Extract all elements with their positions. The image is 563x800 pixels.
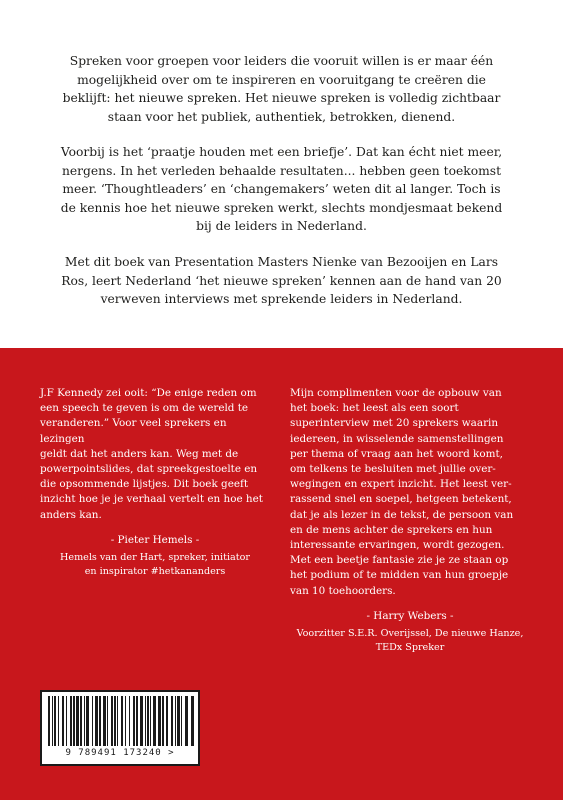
barcode-bar — [145, 696, 146, 746]
barcode-bar — [80, 696, 82, 746]
endorser-name: - Harry Webers - — [366, 609, 454, 622]
blurb-paragraph-1: Spreken voor groepen voor leiders die vooruit willen is er maar één mogelijkheid over om te inspireren en vooruitgang te creëren die beklijft: het nieuwe spreken. Het nieuwe spreken is volledig zichtbaar staan voor het publiek, authentiek, betrokken, dienend. — [62, 54, 501, 124]
barcode-bar — [95, 696, 98, 746]
barcode-bar — [129, 696, 130, 746]
blurb-section — [0, 0, 563, 348]
barcode-bar — [185, 696, 188, 746]
endorser-role: Voorzitter S.E.R. Overijssel, De nieuwe Hanze, TEDx Spreker — [296, 627, 524, 653]
barcode-bar — [92, 696, 93, 746]
barcode-bar — [162, 696, 164, 746]
barcode-bars — [48, 696, 196, 746]
barcode-bar — [54, 696, 56, 746]
barcode-bar — [103, 696, 106, 746]
barcode-bar — [70, 696, 72, 746]
barcode-bar — [140, 696, 143, 746]
barcode-bar — [52, 696, 53, 746]
barcode-bar — [111, 696, 113, 746]
barcode-bar — [158, 696, 161, 746]
isbn-number: 9 789491 173240 > — [65, 748, 175, 758]
barcode-bar — [133, 696, 135, 746]
barcode-bar — [107, 696, 108, 746]
barcode-bar — [166, 696, 168, 746]
blurb-paragraph-3: Met dit boek van Presentation Masters Nienke van Bezooijen en Lars Ros, leert Nederland ‘het nieuwe spreken’ kennen aan de hand van 20 verweven interviews met sprekende leiders in Nederland. — [61, 255, 502, 307]
barcode-bar — [62, 696, 64, 746]
barcode-bar — [114, 696, 116, 746]
barcode-bar — [84, 696, 85, 746]
barcode-bar — [171, 696, 173, 746]
endorser-role: Hemels van der Hart, spreker, initiator en inspirator #hetkananders — [60, 551, 250, 577]
blurb-paragraph-2: Voorbij is het ‘praatje houden met een briefje’. Dat kan écht niet meer, nergens. In het verleden behaalde resultaten... hebben geen toekomst meer. ‘Thoughtleaders’ en ‘changemakers’ weten dit al langer. Toch is de kennis hoe het nieuwe spreken werkt, slechts mondjesmaat bekend bij de leiders in Nederland. — [60, 145, 503, 234]
barcode-bar — [177, 696, 180, 746]
barcode-bar — [76, 696, 79, 746]
barcode-bar — [175, 696, 176, 746]
barcode-bar — [48, 696, 50, 746]
endorsement-right — [290, 386, 530, 655]
barcode-bar — [153, 696, 156, 746]
barcode-bar — [147, 696, 149, 746]
barcode-bar — [121, 696, 123, 746]
endorsement-quote: J.F Kennedy zei ooit: “De enige reden om een speech te geven is om de wereld te veranderen.” Voor veel sprekers en lezingen geldt dat het anders kan. Weg met de powerpointslides, dat spreekgestoelte en die opsommende lijstjes. Dit boek geeft inzicht hoe je je verhaal vertelt en hoe het anders kan. — [40, 387, 263, 521]
endorsement-quote: Mijn complimenten voor de opbouw van het boek: het leest als een soort superinterview met 20 sprekers waarin iedereen, in wisselende samenstellingen per thema of vraag aan het woord komt, om telkens te besluiten met jullie over- wegingen en expert inzicht. Het leest ver- rassend snel en soepel, hetgeen betekent, dat je als lezer in de tekst, de persoon van en de mens achter de sprekers en hun interessante ervaringen, wordt gezogen. Met een beetje fantasie zie je ze staan op het podium of te midden van hun groepje van 10 toehoorders. — [290, 387, 514, 597]
barcode-bar — [99, 696, 101, 746]
barcode-bar — [125, 696, 126, 746]
barcode — [40, 690, 200, 766]
barcode-bar — [66, 696, 67, 746]
barcode-bar — [181, 696, 182, 746]
barcode-bar — [58, 696, 59, 746]
barcode-bar — [191, 696, 194, 746]
barcode-bar — [136, 696, 138, 746]
barcode-bar — [86, 696, 89, 746]
barcode-bar — [117, 696, 118, 746]
endorsement-left — [40, 386, 270, 579]
barcode-bar — [73, 696, 75, 746]
barcode-bar — [150, 696, 151, 746]
endorser-name: - Pieter Hemels - — [110, 533, 200, 546]
